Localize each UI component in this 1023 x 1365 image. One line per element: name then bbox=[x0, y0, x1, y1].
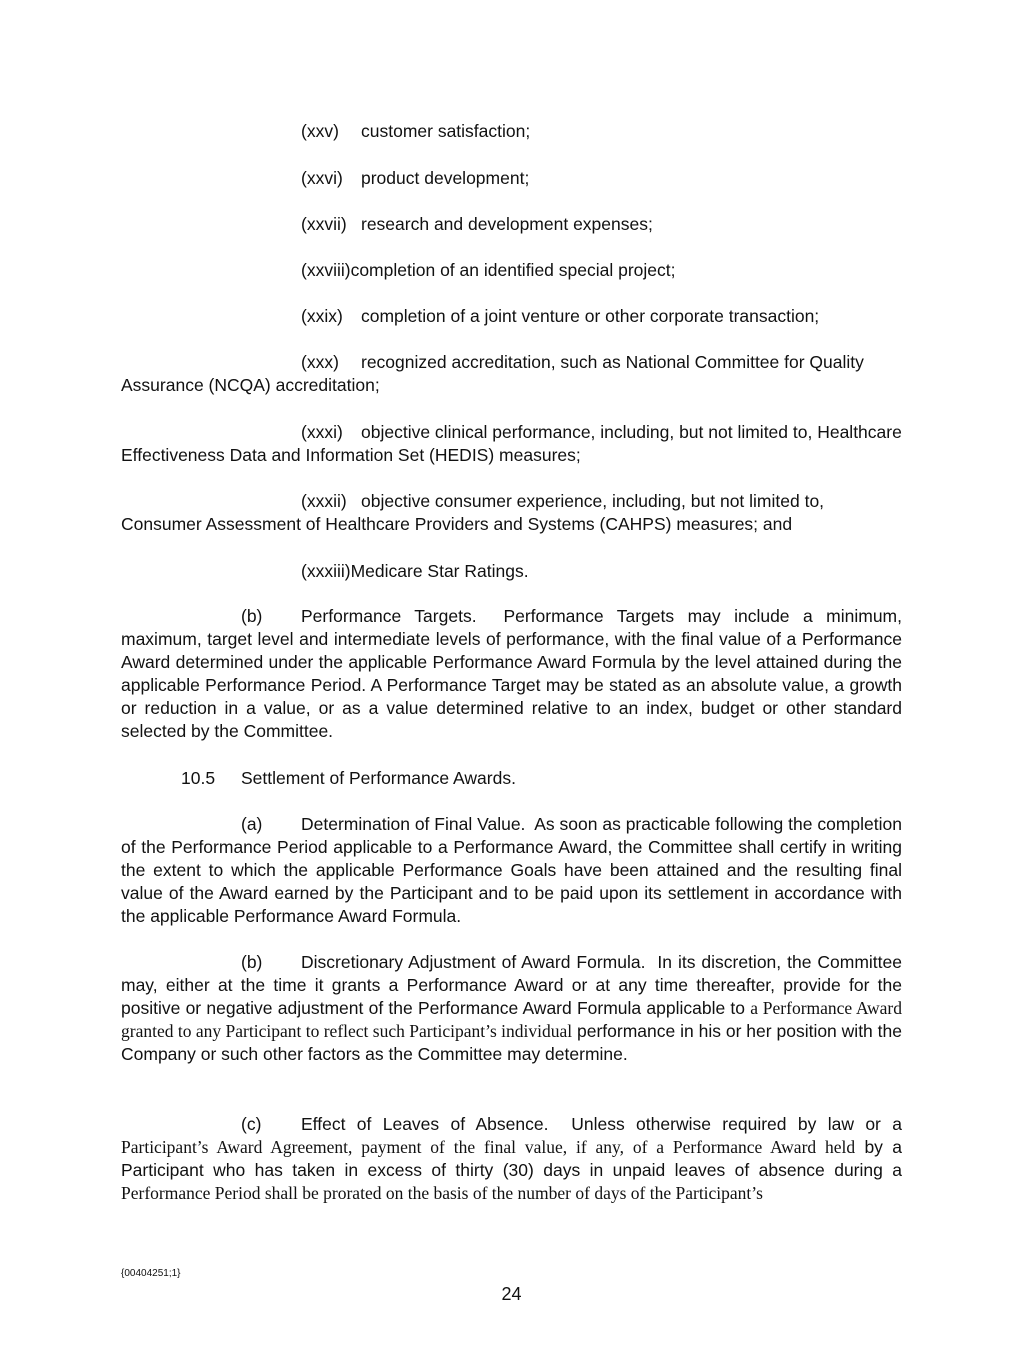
list-item-text: recognized accreditation, such as National Committee for Quality Assurance (NCQA) accreditation; bbox=[121, 352, 864, 395]
list-item bbox=[121, 560, 902, 583]
list-item-text: completion of a joint venture or other corporate transaction; bbox=[361, 306, 820, 326]
list-item-text: customer satisfaction; bbox=[361, 121, 531, 141]
list-item bbox=[121, 213, 902, 236]
list-item bbox=[121, 351, 902, 397]
subsection-label: (c) bbox=[241, 1114, 262, 1134]
discretionary-adjustment-paragraph bbox=[121, 951, 902, 1066]
subsection-heading: Effect of Leaves of Absence. bbox=[301, 1114, 549, 1134]
list-item-number: (xxxii) bbox=[301, 491, 347, 511]
performance-targets-paragraph bbox=[121, 605, 902, 743]
paragraph-text: Performance Targets may include a minimum, maximum, target level and intermediate levels of performance, with the final value of a Performance Award determined under the applicable Performance Award Formula by the level attained during the applicable Performance Period. A Performance Target may be stated as an absolute value, a growth or reduction in a value, or as a value determined relative to an index, budget or other standard selected by the Committee. bbox=[121, 606, 902, 741]
list-item-number: (xxv) bbox=[301, 121, 339, 141]
document-code: {00404251;1} bbox=[121, 1268, 181, 1279]
list-item-number: (xxxiii) bbox=[301, 561, 351, 581]
list-item-number: (xxxi) bbox=[301, 422, 343, 442]
section-title: Settlement of Performance Awards. bbox=[241, 768, 516, 788]
section-number: 10.5 bbox=[181, 768, 216, 788]
paragraph-text: In its discretion, the Committee may, either at the time it grants a Performance Award or at any time thereafter, provide for the positive or negative adjustment of the Performance Award Formula applicable to bbox=[121, 952, 902, 1018]
section-heading bbox=[181, 767, 516, 790]
paragraph-text-serif: a Performance Award granted to any Participant to reflect such Participant’s individual bbox=[121, 998, 902, 1041]
list-item-number: (xxix) bbox=[301, 306, 343, 326]
list-item-number: (xxvi) bbox=[301, 168, 343, 188]
paragraph-text: by a Participant who has taken in excess of thirty (30) days in unpaid leaves of absence during a bbox=[121, 1137, 902, 1180]
list-item bbox=[121, 259, 902, 282]
list-item-text: objective clinical performance, including, but not limited to, Healthcare Effectiveness Data and Information Set (HEDIS) measures; bbox=[121, 422, 902, 465]
paragraph-text: As soon as practicable following the completion of the Performance Period applicable to a Performance Award, the Committee shall certify in writing the extent to which the applicable Performance Goals have been attained and the resulting final value of the Award earned by the Participant and to be paid upon its settlement in accordance with the applicable Performance Award Formula. bbox=[121, 814, 903, 926]
list-item bbox=[121, 421, 902, 467]
paragraph-text-serif: Performance Period shall be prorated on the basis of the number of days of the Participant’s bbox=[121, 1183, 763, 1203]
leaves-of-absence-paragraph bbox=[121, 1113, 902, 1205]
subsection-heading: Performance Targets. bbox=[301, 606, 477, 626]
paragraph-text: Unless otherwise required by law or a bbox=[571, 1114, 902, 1134]
subsection-heading: Discretionary Adjustment of Award Formula. bbox=[301, 952, 646, 972]
list-item-number: (xxviii) bbox=[301, 260, 351, 280]
paragraph-text: performance in his or her position with the Company or such other factors as the Committee may determine. bbox=[121, 1021, 902, 1064]
subsection-label: (b) bbox=[241, 606, 263, 626]
paragraph-text-serif: Participant’s Award Agreement, payment of the final value, if any, of a Performance Award held bbox=[121, 1137, 856, 1157]
determination-paragraph bbox=[121, 813, 902, 928]
list-item bbox=[121, 167, 902, 190]
subsection-label: (a) bbox=[241, 814, 263, 834]
list-item-text: completion of an identified special project; bbox=[350, 260, 676, 280]
list-item bbox=[121, 490, 902, 536]
subsection-heading: Determination of Final Value. bbox=[301, 814, 526, 834]
list-item-text: research and development expenses; bbox=[361, 214, 653, 234]
page-number: 24 bbox=[501, 1284, 522, 1304]
list-item-text: product development; bbox=[361, 168, 530, 188]
list-item-text: objective consumer experience, including, but not limited to, Consumer Assessment of Healthcare Providers and Systems (CAHPS) measures; and bbox=[121, 491, 825, 534]
list-item-text: Medicare Star Ratings. bbox=[350, 561, 529, 581]
subsection-label: (b) bbox=[241, 952, 263, 972]
list-item-number: (xxx) bbox=[301, 352, 339, 372]
list-item-number: (xxvii) bbox=[301, 214, 347, 234]
list-item bbox=[121, 305, 902, 328]
list-item bbox=[121, 120, 902, 143]
